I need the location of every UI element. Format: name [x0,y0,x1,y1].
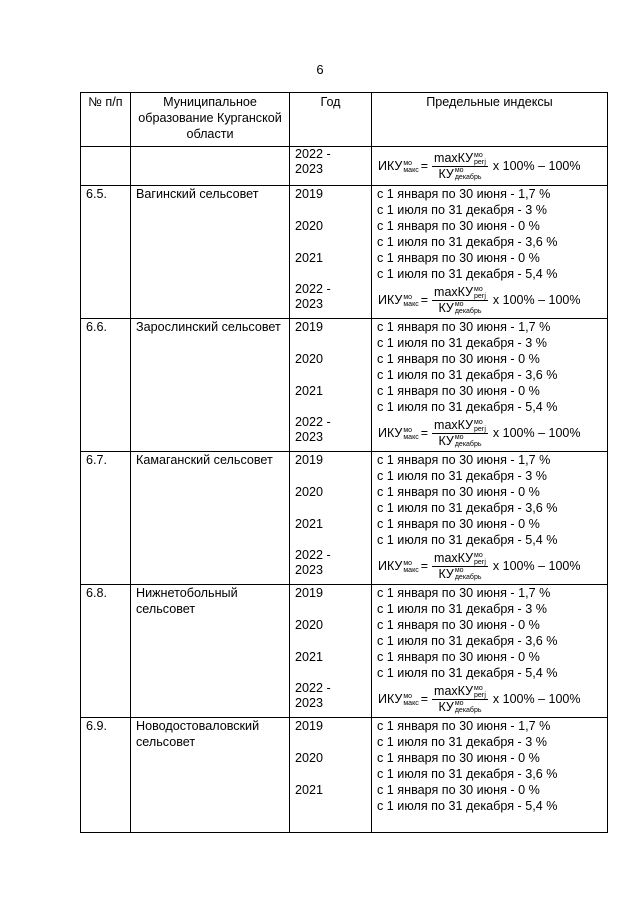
cell-municipality [131,147,290,186]
cell-indices [372,452,608,585]
cell-num [81,186,131,319]
formula-eq: = [420,426,429,440]
cell-years [290,186,372,319]
municipality-name: Нижнетобольный сельсовет [136,586,238,616]
table-header-row [81,93,608,147]
cell-num [81,319,131,452]
cell-indices [372,147,608,186]
header-indices: Предельные индексы [372,93,608,147]
formula-eq: = [420,559,429,573]
cell-municipality [131,452,290,585]
cell-years [290,585,372,718]
cell-indices [372,718,608,833]
index-line: с 1 июля по 31 декабря - 5,4 % [377,533,558,547]
index-line: с 1 июля по 31 декабря - 3 % [377,336,547,350]
index-line: с 1 января по 30 июня - 0 % [377,650,540,664]
cell-indices [372,319,608,452]
index-line: с 1 января по 30 июня - 0 % [377,783,540,797]
index-line: с 1 июля по 31 декабря - 3,6 % [377,501,558,515]
cell-num [81,452,131,585]
cell-years [290,452,372,585]
formula-left: ИКУ мо макс [378,692,419,707]
cell-num [81,147,131,186]
limit-indices-table [80,92,608,833]
formula-left: ИКУ мо макс [378,559,419,574]
formula-eq: = [420,692,429,706]
header-year: Год [290,93,372,147]
index-line: с 1 января по 30 июня - 1,7 % [377,453,551,467]
page-number: 6 [316,62,324,77]
row-number: 6.5. [86,187,108,201]
index-formula [377,147,607,185]
formula-left: ИКУ мо макс [378,426,419,441]
index-line: с 1 июля по 31 декабря - 3,6 % [377,634,558,648]
year-2023: 2023 [295,430,324,444]
index-formula [377,548,607,584]
index-formula [377,415,607,451]
index-line: с 1 июля по 31 декабря - 3,6 % [377,767,558,781]
table-row [81,585,608,718]
table-row [81,452,608,585]
formula-fraction: maxКУ мо pегj КУ мо декабрь [434,284,486,316]
table-row [81,186,608,319]
index-formula [377,282,607,318]
header-municipality: Муниципальное образование Курганской области [131,93,290,147]
row-number: 6.9. [86,719,108,733]
index-line: с 1 июля по 31 декабря - 3 % [377,469,547,483]
year-2021: 2021 [295,384,324,398]
year-2019: 2019 [295,719,324,733]
index-line: с 1 июля по 31 декабря - 3 % [377,203,547,217]
index-line: с 1 июля по 31 декабря - 3 % [377,735,547,749]
formula-left: ИКУ мо макс [378,159,419,174]
year-2020: 2020 [295,618,324,632]
cell-num [81,585,131,718]
cell-municipality [131,718,290,833]
formula-tail: x 100% – 100% [492,293,581,307]
index-line: с 1 января по 30 июня - 0 % [377,517,540,531]
cell-years [290,319,372,452]
year-2022: 2022 - [295,147,331,161]
year-2019: 2019 [295,453,324,467]
year-2022: 2022 - [295,415,331,429]
table-row [81,718,608,833]
index-line: с 1 января по 30 июня - 1,7 % [377,586,551,600]
index-line: с 1 января по 30 июня - 0 % [377,384,540,398]
year-2022: 2022 - [295,548,331,562]
formula-tail: x 100% – 100% [492,692,581,706]
year-2022: 2022 - [295,282,331,296]
index-formula [377,681,607,717]
formula-tail: x 100% – 100% [492,426,581,440]
municipality-name: Новодостоваловский сельсовет [136,719,260,749]
year-2021: 2021 [295,251,324,265]
municipality-name: Вагинский сельсовет [136,187,259,201]
index-line: с 1 июля по 31 декабря - 3 % [377,602,547,616]
year-2020: 2020 [295,219,324,233]
municipality-name: Камаганский сельсовет [136,453,273,467]
formula-eq: = [420,293,429,307]
year-2023: 2023 [295,297,324,311]
index-line: с 1 июля по 31 декабря - 3,6 % [377,368,558,382]
row-number: 6.7. [86,453,108,467]
year-2020: 2020 [295,485,324,499]
formula-tail: x 100% – 100% [492,159,581,173]
cell-indices [372,585,608,718]
year-2019: 2019 [295,187,324,201]
cell-municipality [131,585,290,718]
year-2020: 2020 [295,352,324,366]
formula-fraction: maxКУ мо pегj КУ мо декабрь [434,550,486,582]
index-line: с 1 января по 30 июня - 1,7 % [377,719,551,733]
index-line: с 1 января по 30 июня - 1,7 % [377,320,551,334]
index-line: с 1 июля по 31 декабря - 5,4 % [377,666,558,680]
row-number: 6.8. [86,586,108,600]
table-row-continuation [81,147,608,186]
year-2020: 2020 [295,751,324,765]
formula-eq: = [420,159,429,173]
cell-municipality [131,186,290,319]
year-2019: 2019 [295,320,324,334]
municipality-name: Зарослинский сельсовет [136,320,281,334]
formula-fraction: maxКУ мо pегj КУ мо декабрь [434,683,486,715]
index-line: с 1 января по 30 июня - 0 % [377,352,540,366]
year-2019: 2019 [295,586,324,600]
cell-indices [372,186,608,319]
index-line: с 1 июля по 31 декабря - 5,4 % [377,799,558,813]
year-2023: 2023 [295,696,324,710]
cell-years [290,718,372,833]
header-num: № п/п [81,93,131,147]
index-line: с 1 января по 30 июня - 1,7 % [377,187,551,201]
year-2021: 2021 [295,650,324,664]
cell-years [290,147,372,186]
cell-municipality [131,319,290,452]
year-2023: 2023 [295,162,324,176]
row-number: 6.6. [86,320,108,334]
cell-num [81,718,131,833]
formula-left: ИКУ мо макс [378,293,419,308]
index-line: с 1 января по 30 июня - 0 % [377,251,540,265]
index-line: с 1 июля по 31 декабря - 5,4 % [377,400,558,414]
index-line: с 1 июля по 31 декабря - 5,4 % [377,267,558,281]
year-2021: 2021 [295,783,324,797]
index-line: с 1 июля по 31 декабря - 3,6 % [377,235,558,249]
index-line: с 1 января по 30 июня - 0 % [377,751,540,765]
formula-fraction: maxКУ мо pегj КУ мо декабрь [434,417,486,449]
formula-fraction: maxКУ мо pегj КУ мо декабрь [434,150,486,182]
index-line: с 1 января по 30 июня - 0 % [377,219,540,233]
year-2021: 2021 [295,517,324,531]
index-line: с 1 января по 30 июня - 0 % [377,485,540,499]
year-2023: 2023 [295,563,324,577]
index-line: с 1 января по 30 июня - 0 % [377,618,540,632]
year-2022: 2022 - [295,681,331,695]
formula-tail: x 100% – 100% [492,559,581,573]
table-row [81,319,608,452]
